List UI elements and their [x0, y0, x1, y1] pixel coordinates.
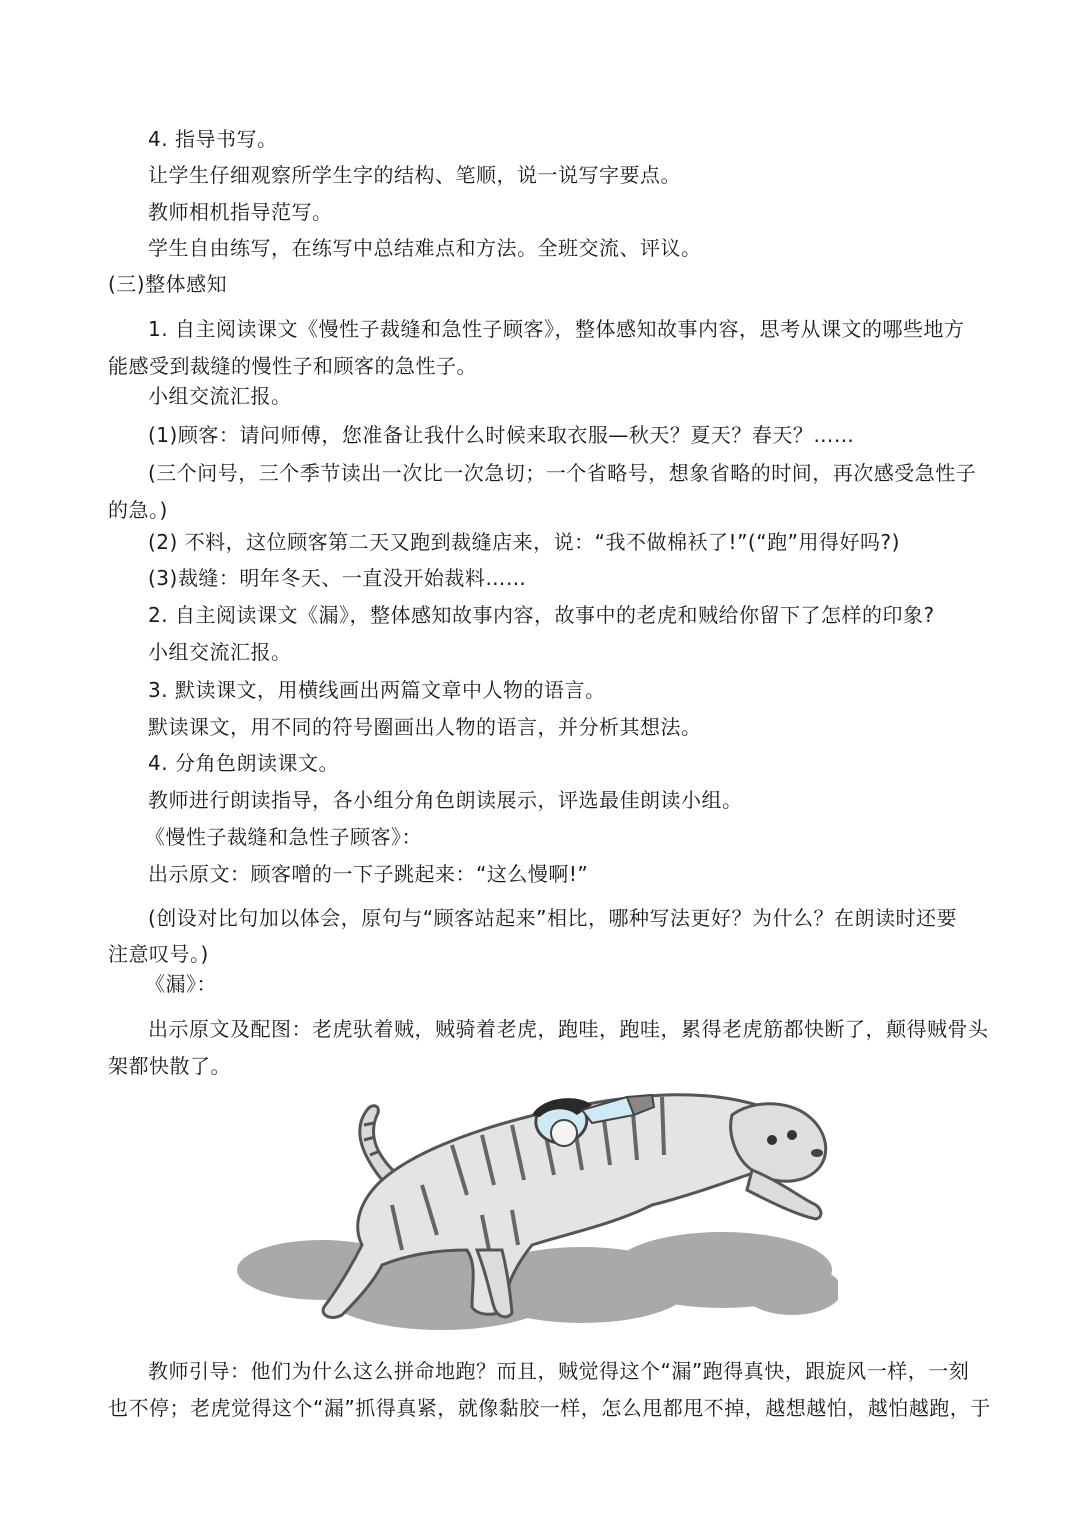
line-8: 小组交流汇报。 [148, 384, 292, 408]
tiger-eye [787, 1130, 797, 1140]
line-26: 架都快散了。 [108, 1054, 231, 1078]
line-17: 默读课文，用不同的符号圈画出人物的语言，并分析其想法。 [148, 715, 702, 739]
line-11: 的急。) [108, 498, 168, 522]
line-18: 4. 分角色朗读课文。 [148, 751, 339, 775]
line-6: 1. 自主阅读课文《慢性子裁缝和急性子顾客》，整体感知故事内容，思考从课文的哪些地方 [148, 317, 965, 341]
tiger-and-thief-illustration [232, 1085, 838, 1340]
line-9: (1)顾客：请问师傅，您准备让我什么时候来取衣服—秋天？夏天？春天？…… [148, 423, 855, 447]
line-7: 能感受到裁缝的慢性子和顾客的急性子。 [108, 354, 477, 378]
tiger-eye [767, 1135, 777, 1145]
line-23: 注意叹号。) [108, 942, 209, 966]
line-2: 让学生仔细观察所学生字的结构、笔顺，说一说写字要点。 [148, 163, 681, 187]
line-4: 学生自由练写，在练写中总结难点和方法。全班交流、评议。 [148, 236, 702, 260]
section-heading: (三)整体感知 [108, 272, 228, 296]
line-3: 教师相机指导范写。 [148, 200, 333, 224]
line-10: (三个问号，三个季节读出一次比一次急切；一个省略号，想象省略的时间，再次感受急性子 [148, 461, 977, 485]
line-24: 《漏》： [145, 972, 217, 996]
line-22: (创设对比句加以体会，原句与“顾客站起来”相比，哪种写法更好？为什么？在朗读时还要 [148, 906, 958, 930]
tiger-nose [811, 1149, 823, 1157]
line-13: (3)裁缝：明年冬天、一直没开始裁料…… [148, 566, 527, 590]
line-14: 2. 自主阅读课文《漏》，整体感知故事内容，故事中的老虎和贼给你留下了怎样的印象? [148, 603, 935, 627]
line-1: 4. 指导书写。 [148, 127, 278, 151]
line-12: (2) 不料，这位顾客第二天又跑到裁缝店来，说：“我不做棉袄了!”(“跑”用得好吗?) [148, 530, 900, 554]
line-15: 小组交流汇报。 [148, 640, 292, 664]
line-16: 3. 默读课文，用横线画出两篇文章中人物的语言。 [148, 678, 606, 702]
line-20: 《慢性子裁缝和急性子顾客》： [145, 825, 422, 849]
line-27: 教师引导：他们为什么这么拼命地跑？而且，贼觉得这个“漏”跑得真快，跟旋风一样，一刻 [148, 1359, 970, 1383]
line-21: 出示原文：顾客噌的一下子跳起来：“这么慢啊!” [148, 862, 589, 886]
line-25: 出示原文及配图：老虎驮着贼，贼骑着老虎，跑哇，跑哇，累得老虎筋都快断了，颠得贼骨头 [148, 1017, 989, 1041]
line-28: 也不停；老虎觉得这个“漏”抓得真紧，就像黏胶一样，怎么甩都甩不掉，越想越怕，越怕越跑，于 [108, 1396, 991, 1420]
line-19: 教师进行朗读指导，各小组分角色朗读展示，评选最佳朗读小组。 [148, 788, 743, 812]
